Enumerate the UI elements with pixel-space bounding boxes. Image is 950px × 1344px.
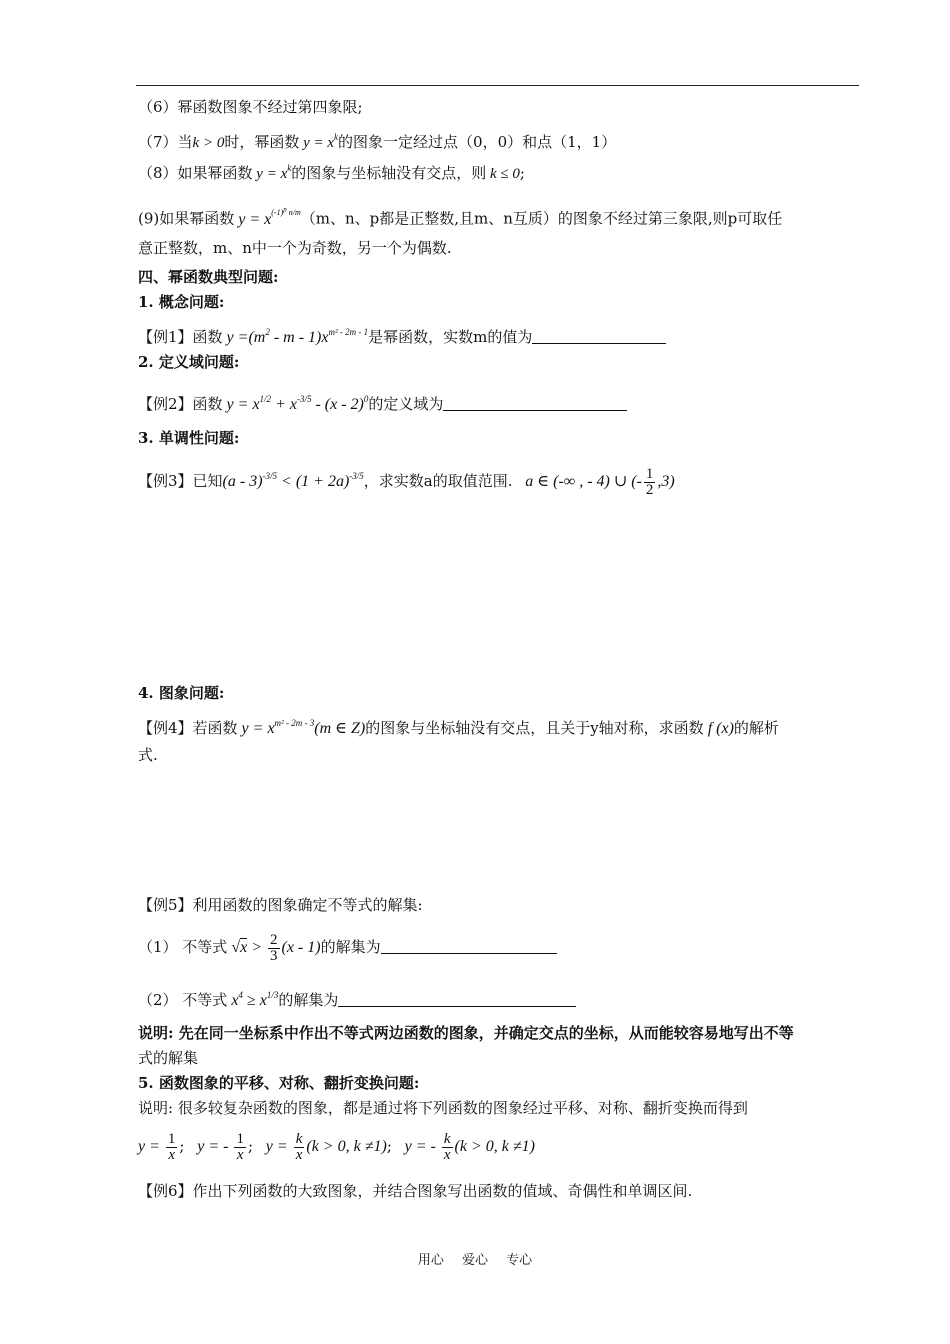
answer-blank[interactable] [381, 939, 557, 954]
example-2: 【例2】函数 $y = x^{1/2} + x^{-3/5} - (x - 2)^0$的定义域为 [138, 389, 627, 415]
math-function-2: y = - $\frac{1}{x}$ [197, 1131, 244, 1163]
subsection-concept: 1. 概念问题: [138, 293, 225, 311]
section-heading: 四、幂函数典型问题: [138, 268, 279, 286]
subsection-graph: 4. 图象问题: [138, 684, 225, 702]
math-power-function: $y = x^k$ [299, 132, 339, 151]
math-power-function-pmn: $y = x^{(-1)^p n/m}$ [234, 205, 301, 228]
header-rule [136, 85, 859, 86]
example-4: 【例4】若函数 $y = x^{m^2 - 2m - 3}(m$ ∈ Z)的图象与坐标轴没有交点，且关于y轴对称，求函数 f (x)的解析 [138, 718, 779, 737]
example-5-part-2: （2） 不等式 $x^4 \ge x^{1/3}$的解集为 [138, 985, 576, 1011]
answer-blank[interactable] [443, 396, 627, 411]
item-8: （8）如果幂函数 $y = x^k$的图象与坐标轴没有交点，则 k ≤ 0; [138, 163, 525, 182]
math-example-2: $y = x^{1/2} + x^{-3/5} - (x - 2)^0$ [222, 394, 369, 413]
subsection-domain: 2. 定义域问题: [138, 353, 240, 371]
math-example-1: $y =(m^2 - m - 1)x^{m^2 - 2m - 1}$ [222, 327, 369, 346]
answer-blank[interactable] [338, 992, 576, 1007]
fraction: $\frac{1}{2}$ [645, 465, 654, 498]
note-1: 说明: 先在同一坐标系中作出不等式两边函数的图象，并确定交点的坐标，从而能较容易地写出不等 [138, 1024, 794, 1042]
item-7: （7）当k > 0时，幂函数 $y = x^k$的图象一定经过点（0，0）和点（1，1） [138, 132, 617, 151]
math-example-4: $y = x^{m^2 - 2m - 3}(m$ ∈ Z) [237, 718, 366, 737]
math-k-positive: k > 0 [192, 135, 225, 151]
example-3: 【例3】已知$(a - 3)^{-3/5} < (1 + 2a)^{-3/5}$，求实数a的取值范围. a ∈ (-∞ , - 4) ∪ (- $\frac{1}{2}$ ,3) [138, 465, 675, 498]
math-k-nonpositive: k ≤ 0 [486, 166, 520, 182]
item-9: (9)如果幂函数 $y = x^{(-1)^p n/m}(m$、n、p都是正整数,且m、n互质）的图象不经过第三象限,则p可取任 [138, 205, 783, 228]
math-example-5-1: √x > $\frac{2}{3}$ (x - 1) [227, 932, 321, 964]
answer-blank[interactable] [532, 329, 666, 344]
math-example-5-2: $x^4 \ge x^{1/3}$ [227, 990, 279, 1009]
note-2: 说明: 很多较复杂函数的图象，都是通过将下列函数的图象经过平移、对称、翻折变换而得到 [138, 1099, 748, 1117]
math-function-1: y = $\frac{1}{x}$ [138, 1131, 176, 1163]
item-6: （6）幂函数图象不经过第四象限; [138, 98, 363, 116]
math-function-3: y = $\frac{k}{x}$ (k > 0, k ≠1) [265, 1131, 387, 1163]
math-function-4: y = - $\frac{k}{x}$ (k > 0, k ≠1) [404, 1131, 535, 1163]
math-power-function: $y = x^k$ [252, 163, 292, 182]
example-6: 【例6】作出下列函数的大致图象，并结合图象写出函数的值域、奇偶性和单调区间. [138, 1182, 693, 1200]
subsection-transform: 5. 函数图象的平移、对称、翻折变换问题: [138, 1074, 420, 1092]
note-1-cont: 式的解集 [138, 1049, 199, 1067]
item-9-cont: 意正整数，m、n中一个为奇数，另一个为偶数. [138, 239, 452, 257]
page-footer: 用心 爱心 专心 [417, 1253, 533, 1268]
math-fx: f (x) [703, 720, 734, 737]
function-list: y = $\frac{1}{x}$ ; y = - $\frac{1}{x}$ ; y = $\frac{k}{x}$ (k > 0, k ≠1); y = - $\frac{k}{x}$ (k > 0, k ≠1) [138, 1131, 535, 1163]
example-5-part-1: （1） 不等式 √x > $\frac{2}{3}$ (x - 1)的解集为 [138, 933, 557, 964]
example-4-cont: 式. [138, 746, 158, 764]
example-5: 【例5】利用函数的图象确定不等式的解集: [138, 896, 423, 914]
subsection-monotonic: 3. 单调性问题: [138, 429, 240, 447]
math-example-3: $(a - 3)^{-3/5} < (1 + 2a)^{-3/5}$ [222, 471, 364, 490]
math-example-3-answer: a ∈ (-∞ , - 4) ∪ (- $\frac{1}{2}$ ,3) [525, 465, 675, 498]
example-1: 【例1】函数 $y =(m^2 - m - 1)x^{m^2 - 2m - 1}$是幂函数，实数m的值为 [138, 322, 666, 348]
